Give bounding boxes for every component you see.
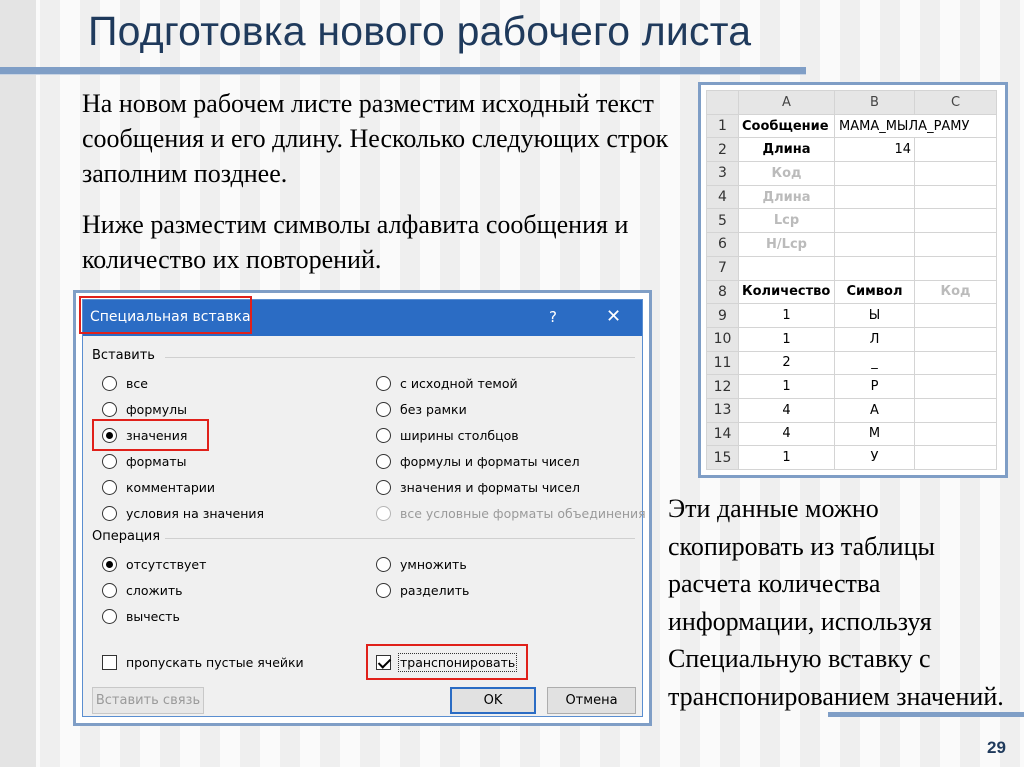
column-header-b[interactable]: B — [835, 91, 915, 115]
cell-b13[interactable]: А — [835, 398, 915, 422]
cell-b15[interactable]: У — [835, 446, 915, 470]
cell-a6[interactable]: H/Lcp — [739, 233, 835, 257]
row-header[interactable]: 6 — [707, 233, 739, 257]
cell-c14[interactable] — [915, 422, 997, 446]
option-formulas[interactable]: формулы — [102, 402, 187, 417]
cell-c5[interactable] — [915, 209, 997, 233]
paste-group-divider — [165, 357, 635, 358]
option-merge-conditional-formats: все условные форматы объединения — [376, 506, 646, 521]
cell-b11[interactable]: _ — [835, 351, 915, 375]
cell-a8[interactable]: Количество — [739, 280, 835, 304]
option-all[interactable]: все — [102, 376, 148, 391]
cell-b8[interactable]: Символ — [835, 280, 915, 304]
row-header[interactable]: 11 — [707, 351, 739, 375]
cell-a12[interactable]: 1 — [739, 375, 835, 399]
option-validation[interactable]: условия на значения — [102, 506, 264, 521]
spreadsheet-frame — [698, 82, 1008, 478]
cell-c15[interactable] — [915, 446, 997, 470]
option-op-add[interactable]: сложить — [102, 583, 183, 598]
sheet-corner[interactable] — [707, 91, 739, 115]
cell-c11[interactable] — [915, 351, 997, 375]
cell-c8[interactable]: Код — [915, 280, 997, 304]
cell-a3[interactable]: Код — [739, 162, 835, 186]
close-icon[interactable]: ✕ — [606, 306, 622, 327]
row-header[interactable]: 13 — [707, 398, 739, 422]
cancel-button[interactable]: Отмена — [547, 687, 636, 714]
cell-c6[interactable] — [915, 233, 997, 257]
cell-b3[interactable] — [835, 162, 915, 186]
cell-b7[interactable] — [835, 256, 915, 280]
cell-c2[interactable] — [915, 138, 997, 162]
option-op-subtract[interactable]: вычесть — [102, 609, 180, 624]
row-header[interactable]: 5 — [707, 209, 739, 233]
row-header[interactable]: 2 — [707, 138, 739, 162]
row-header[interactable]: 4 — [707, 185, 739, 209]
cell-a2[interactable]: Длина — [739, 138, 835, 162]
cell-c3[interactable] — [915, 162, 997, 186]
operation-group-divider — [165, 538, 635, 539]
values-highlight — [92, 419, 209, 451]
column-header-a[interactable]: A — [739, 91, 835, 115]
column-header-c[interactable]: C — [915, 91, 997, 115]
cell-c13[interactable] — [915, 398, 997, 422]
cell-a11[interactable]: 2 — [739, 351, 835, 375]
option-op-divide[interactable]: разделить — [376, 583, 469, 598]
cell-b1[interactable]: МАМА_МЫЛА_РАМУ — [835, 114, 997, 138]
cell-c4[interactable] — [915, 185, 997, 209]
cell-a10[interactable]: 1 — [739, 327, 835, 351]
option-column-widths[interactable]: ширины столбцов — [376, 428, 519, 443]
operation-group-label: Операция — [92, 529, 161, 544]
option-formats[interactable]: форматы — [102, 454, 187, 469]
option-op-none[interactable]: отсутствует — [102, 557, 206, 572]
cell-b12[interactable]: Р — [835, 375, 915, 399]
dialog-frame — [73, 290, 652, 726]
cell-a7[interactable] — [739, 256, 835, 280]
spreadsheet — [706, 90, 997, 470]
cell-b14[interactable]: М — [835, 422, 915, 446]
option-op-multiply[interactable]: умножить — [376, 557, 467, 572]
paragraph-1: На новом рабочем листе разместим исходный текст сообщения и его длину. Несколько следующих строк заполним позднее. — [82, 89, 669, 188]
paste-group-label: Вставить — [92, 348, 155, 363]
cell-a5[interactable]: Lcp — [739, 209, 835, 233]
row-header[interactable]: 7 — [707, 256, 739, 280]
cell-b9[interactable]: Ы — [835, 304, 915, 328]
slide-title: Подготовка нового рабочего листа — [88, 8, 752, 54]
row-header[interactable]: 12 — [707, 375, 739, 399]
cell-b2[interactable]: 14 — [835, 138, 915, 162]
page-number: 29 — [987, 738, 1006, 757]
cell-a9[interactable]: 1 — [739, 304, 835, 328]
cell-c7[interactable] — [915, 256, 997, 280]
title-underline — [0, 67, 806, 74]
cell-c9[interactable] — [915, 304, 997, 328]
cell-c12[interactable] — [915, 375, 997, 399]
dialog-title-highlight — [79, 296, 252, 334]
cell-b10[interactable]: Л — [835, 327, 915, 351]
row-header[interactable]: 15 — [707, 446, 739, 470]
option-no-borders[interactable]: без рамки — [376, 402, 467, 417]
skip-blanks-checkbox[interactable]: пропускать пустые ячейки — [102, 655, 304, 670]
paragraph-3: Эти данные можно скопировать из таблицы расчета количества информации, используя Специальную вставку с транспонированием значений. — [668, 494, 1004, 711]
cell-a14[interactable]: 4 — [739, 422, 835, 446]
cell-a4[interactable]: Длина — [739, 185, 835, 209]
help-button[interactable]: ? — [549, 308, 557, 326]
option-source-theme[interactable]: с исходной темой — [376, 376, 518, 391]
row-header[interactable]: 1 — [707, 114, 739, 138]
row-header[interactable]: 9 — [707, 304, 739, 328]
cell-a13[interactable]: 4 — [739, 398, 835, 422]
paste-special-dialog — [82, 299, 646, 717]
option-values[interactable]: значения — [102, 428, 187, 443]
paste-link-button: Вставить связь — [92, 687, 204, 714]
row-header[interactable]: 10 — [707, 327, 739, 351]
cell-b6[interactable] — [835, 233, 915, 257]
cell-a15[interactable]: 1 — [739, 446, 835, 470]
row-header[interactable]: 8 — [707, 280, 739, 304]
left-decor-bar — [0, 0, 36, 767]
bottom-accent-line — [828, 712, 1024, 717]
option-formulas-number-formats[interactable]: формулы и форматы чисел — [376, 454, 580, 469]
title-underline-thin — [0, 74, 806, 75]
cell-b5[interactable] — [835, 209, 915, 233]
cell-c10[interactable] — [915, 327, 997, 351]
option-comments[interactable]: комментарии — [102, 480, 215, 495]
dialog-title: Специальная вставка — [90, 309, 251, 325]
transpose-checkbox[interactable]: транспонировать — [376, 655, 515, 670]
cell-b4[interactable] — [835, 185, 915, 209]
row-header[interactable]: 14 — [707, 422, 739, 446]
option-values-number-formats[interactable]: значения и форматы чисел — [376, 480, 580, 495]
ok-button[interactable]: OK — [450, 687, 536, 714]
transpose-highlight — [366, 644, 528, 680]
paragraph-2: Ниже разместим символы алфавита сообщения и количество их повторений. — [82, 210, 629, 274]
cell-a1[interactable]: Сообщение — [739, 114, 835, 138]
row-header[interactable]: 3 — [707, 162, 739, 186]
